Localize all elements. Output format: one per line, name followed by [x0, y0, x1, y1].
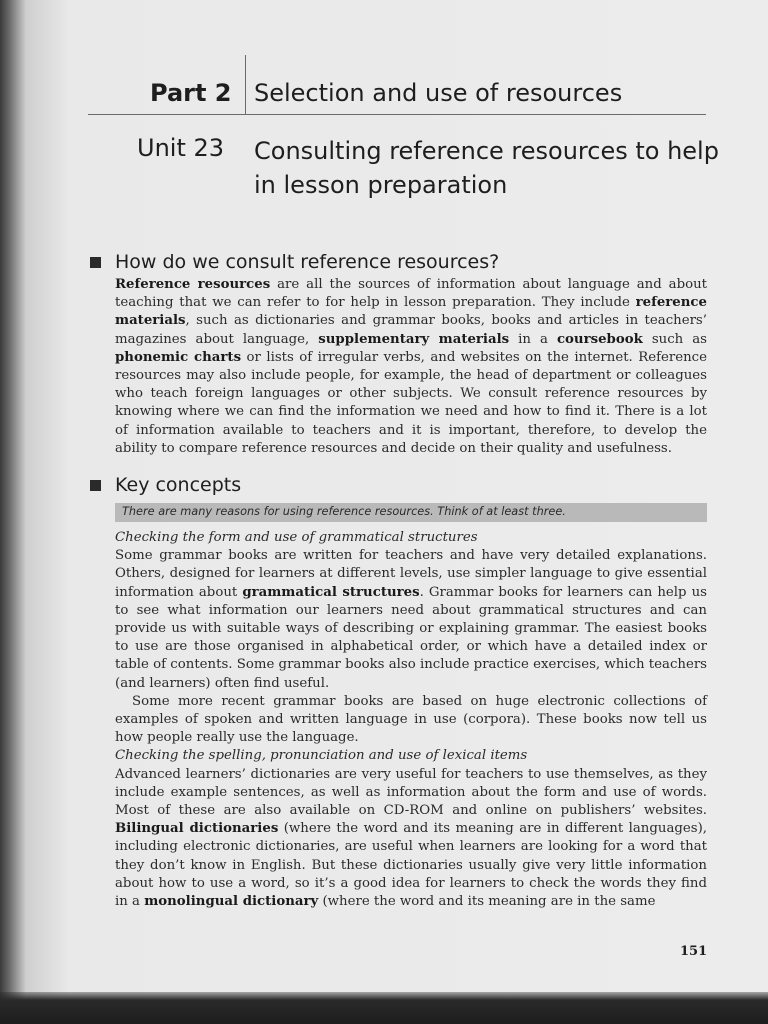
section-heading-text: How do we consult reference resources?: [115, 251, 500, 273]
paragraph-reference-resources: Reference resources are all the sources of information about language and about teaching that we can refer to for help in lesson preparation. They include reference materials, such as dictionaries and grammar books, books and articles in teachers’ magazines about language, supplementary materials in a coursebook such as phonemic charts or lists of irregular verbs, and websites on the internet. Reference resources may also include people, for example, the head of department or colleagues who teach foreign languages or other subjects. We consult reference resources by knowing where we can find the information we need and how to find it. There is a lot of information available to teachers and it is important, therefore, to develop the ability to compare reference resources and decide on their quality and usefulness.: [115, 277, 707, 456]
part-divider-vertical: [245, 55, 246, 115]
bullet-square-icon: [90, 257, 101, 268]
page-number: 151: [680, 944, 708, 959]
key-term: Bilingual dictionaries: [115, 821, 279, 837]
key-term: grammatical structures: [242, 584, 420, 600]
bullet-square-icon: [90, 480, 101, 491]
subheading-grammatical-structures: Checking the form and use of grammatical structures: [115, 530, 478, 545]
unit-title: Consulting reference resources to help in lesson preparation: [254, 137, 719, 199]
key-term: coursebook: [556, 331, 643, 347]
scan-bottom-shadow: [0, 992, 768, 1024]
subheading-lexical-items: Checking the spelling, pronunciation and use of lexical items: [115, 748, 528, 764]
part-label: Part 2: [150, 79, 232, 107]
section-heading-how: [90, 251, 499, 273]
task-prompt: There are many reasons for using reference resources. Think of at least three.: [122, 505, 566, 518]
part-divider-horizontal: [88, 114, 706, 115]
paragraph-dictionaries: Advanced learners’ dictionaries are very useful for teachers to use themselves, as they include example sentences, as well as information about the form and use of words. Most of these are also available on CD-ROM and online on publishers’ websites. Bilingual dictionaries (where the word and its meaning are in different languages), including electronic dictionaries, are useful when learners are looking for a word that they don’t know in English. But these dictionaries usually give very little information about how to use a word, so it’s a good idea for learners to check the words they find in a monolingual dictionary (where the word and its meaning are in the same: [115, 766, 707, 910]
section-body-how: [115, 276, 707, 458]
key-term: reference materials: [115, 295, 707, 329]
unit-label: Unit 23: [137, 134, 225, 162]
key-term: Reference resources: [115, 277, 271, 292]
section-body-key-concepts: [115, 529, 707, 911]
key-term: monolingual dictionary: [144, 894, 319, 910]
key-term: phonemic charts: [115, 349, 242, 365]
part-title: Selection and use of resources: [254, 79, 623, 107]
key-term: supplementary materials: [318, 331, 510, 347]
section-heading-key-concepts: [90, 474, 241, 496]
paragraph-corpora: Some more recent grammar books are based on huge electronic collections of examples of spoken and written language in use (corpora). These books now tell us how people really use the language.: [115, 693, 707, 746]
section-heading-text: Key concepts: [115, 474, 242, 496]
paragraph-grammar-books: Some grammar books are written for teachers and have very detailed explanations. Others, designed for learners at different levels, use simpler language to give essential information about grammatical structures. Grammar books for learners can help us to see what information our learners need about grammatical structures and can provide us with suitable ways of describing or explaining grammar. The easiest books to use are those organised in alphabetical order, or which have a detailed index or table of contents. Some grammar books also include practice exercises, which teachers (and learners) often find useful.: [115, 548, 708, 691]
